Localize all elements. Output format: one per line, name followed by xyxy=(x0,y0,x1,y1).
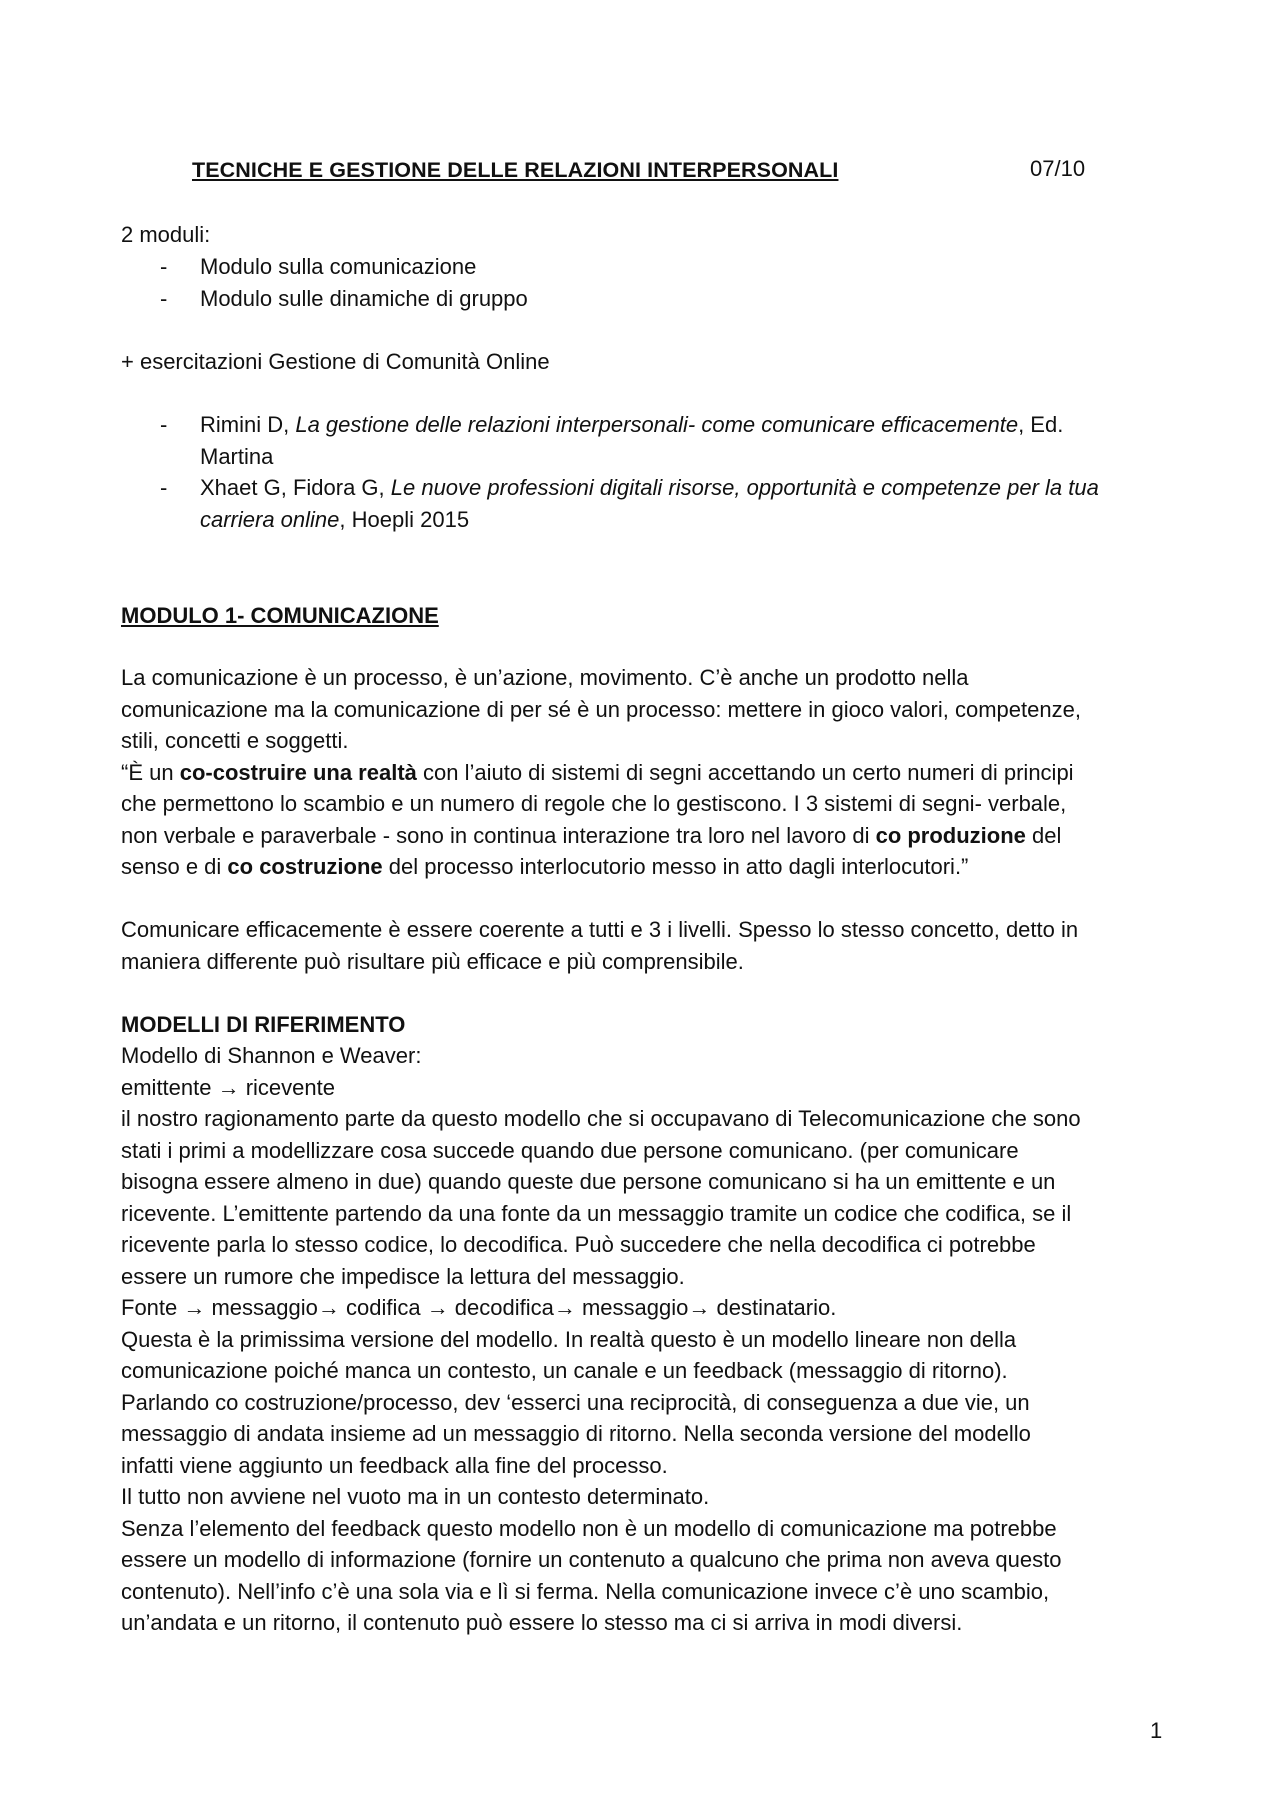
list-item xyxy=(160,283,1160,315)
paragraph: Modello di Shannon e Weaver: emittente → ricevente il nostro ragionamento parte da questo modello che si occupavano di Telecomunicazione che sono stati i primi a modellizzare cosa succede quando due persone comunicano. (per comunicare bisogna essere almeno in due) quando queste due persone comunicano si ha un emittente e un ricevente. L’emittente partendo da una fonte da un messaggio tramite un codice che codifica, se il ricevente parla lo stesso codice, lo decodifica. Può succedere che nella decodifica ci potrebbe essere un rumore che impedisce la lettura del messaggio. Fonte → messaggio→ codifica → decodifica→ messaggio→ destinatario. Questa è la primissima versione del modello. In realtà questo è un modello lineare non della comunicazione poiché manca un contesto, un canale e un feedback (messaggio di ritorno). Parlando co costruzione/processo, dev ‘esserci una reciprocità, di conseguenza a due vie, un messaggio di andata insieme ad un messaggio di ritorno. Nella seconda versione del modello infatti viene aggiunto un feedback alla fine del processo. Il tutto non avviene nel vuoto ma in un contesto determinato. Senza l’elemento del feedback questo modello non è un modello di comunicazione ma potrebbe essere un modello di informazione (fornire un contenuto a qualcuno che prima non aveva questo contenuto). Nell’info c’è una sola via e lì si ferma. Nella comunicazione invece c’è uno scambio, un’andata e un ritorno, il contenuto può essere lo stesso ma ci si arriva in modi diversi. xyxy=(121,1043,1081,1635)
book-publisher: , Hoepli 2015 xyxy=(339,506,470,532)
list-dash: - xyxy=(160,475,168,500)
section-heading: MODULO 1- COMUNICAZIONE xyxy=(121,603,439,628)
book-title: Le nuove professioni digitali risorse, opportunità e competenze per la tua xyxy=(390,475,1099,500)
book-title: La gestione delle relazioni interpersonali- come comunicare efficacemente xyxy=(295,412,1019,437)
bibliography-item xyxy=(160,409,1160,472)
book-publisher-cont: Martina xyxy=(200,443,274,469)
book-author: Rimini D, xyxy=(200,412,296,437)
bibliography-item xyxy=(160,472,1160,535)
section-heading: MODELLI DI RIFERIMENTO xyxy=(121,1012,406,1037)
exercises-line: + esercitazioni Gestione di Comunità Online xyxy=(121,349,550,374)
list-item xyxy=(160,251,1160,283)
list-dash: - xyxy=(160,286,168,311)
document-date: 07/10 xyxy=(1030,156,1086,181)
document-title: TECNICHE E GESTIONE DELLE RELAZIONI INTERPERSONALI xyxy=(192,158,839,182)
paragraph: Comunicare efficacemente è essere coerente a tutti e 3 i livelli. Spesso lo stesso concetto, detto in maniera differente può risultare più efficace e più comprensibile. xyxy=(121,917,1079,974)
page-number: 1 xyxy=(1150,1718,1163,1743)
modules-label: 2 moduli: xyxy=(121,222,211,247)
module-item: Modulo sulla comunicazione xyxy=(200,254,477,279)
list-dash: - xyxy=(160,254,168,279)
book-title-cont: carriera online xyxy=(200,506,340,532)
module-item: Modulo sulle dinamiche di gruppo xyxy=(200,286,528,311)
paragraph: La comunicazione è un processo, è un’azione, movimento. C’è anche un prodotto nella comunicazione ma la comunicazione di per sé è un processo: mettere in gioco valori, competenze, stili, concetti e soggetti. “È un co-costruire una realtà con l’aiuto di sistemi di segni accettando un certo numeri di principi che permettono lo scambio e un numero di regole che lo gestiscono. I 3 sistemi di segni- verbale, non verbale e paraverbale - sono in continua interazione tra loro nel lavoro di co produzione del senso e di co costruzione del processo interlocutorio messo in atto dagli interlocutori.” xyxy=(121,665,1081,879)
list-dash: - xyxy=(160,412,168,437)
book-author: Xhaet G, Fidora G, xyxy=(200,475,391,500)
book-publisher: , Ed. xyxy=(1018,412,1064,437)
